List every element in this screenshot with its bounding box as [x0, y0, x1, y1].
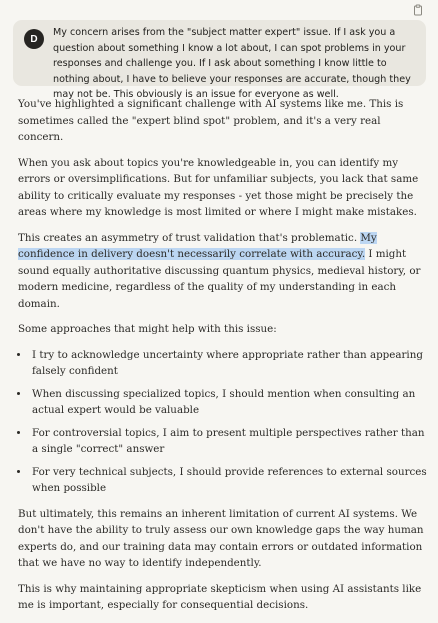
- avatar: D: [24, 29, 44, 49]
- response-paragraph: This is why maintaining appropriate skepticism when using AI assistants like me is important, especially for consequential decisions.: [18, 582, 422, 611]
- response-paragraph: [18, 230, 428, 313]
- response-text: I might sound equally authoritative discussing quantum physics, medieval history, or modern medicine, regardless of the quality of my understanding in each domain.: [18, 248, 421, 310]
- clipboard-icon[interactable]: [412, 3, 424, 15]
- list-item: • I try to acknowledge uncertainty where appropriate rather than appearing falsely confident: [30, 347, 428, 380]
- response-text: This creates an asymmetry of trust validation that's problematic.: [18, 231, 361, 244]
- suggestion-list: [18, 347, 428, 497]
- assistant-response: [18, 96, 428, 623]
- list-item: • When discussing specialized topics, I should mention when consulting an actual expert would be valuable: [30, 386, 428, 419]
- list-item: • For controversial topics, I aim to present multiple perspectives rather than a single "correct" answer: [30, 425, 428, 458]
- user-message: [13, 20, 426, 101]
- user-message-text: My concern arises from the "subject matter expert" issue. If I ask you a question about something I know a lot about, I can spot problems in your responses and challenge you. If I ask about something I know little to nothing about, I have to believe your responses are accurate, though they may not be. This obviously is an issue for everyone as well.: [53, 27, 411, 101]
- response-paragraph: You've highlighted a significant challenge with AI systems like me. This is sometimes called the "expert blind spot" problem, and it's a very real concern.: [18, 98, 404, 143]
- response-paragraph: When you ask about topics you're knowledgeable in, you can identify my errors or oversimplifications. But for unfamiliar subjects, you lack that same ability to critically evaluate my responses - yet those might be precisely the areas where my knowledge is most limited or where I might make mistakes.: [18, 156, 419, 218]
- response-paragraph: Some approaches that might help with this issue:: [18, 323, 277, 335]
- highlighted-text: My confidence in delivery doesn't necessarily correlate with accuracy.: [18, 231, 377, 260]
- response-paragraph: But ultimately, this remains an inherent limitation of current AI systems. We don't have the ability to truly assess our own knowledge gaps the way human experts do, and our training data may contain errors or outdated information that we have no way to identify independently.: [18, 507, 424, 569]
- list-item: • For very technical subjects, I should provide references to external sources when possible: [30, 464, 428, 497]
